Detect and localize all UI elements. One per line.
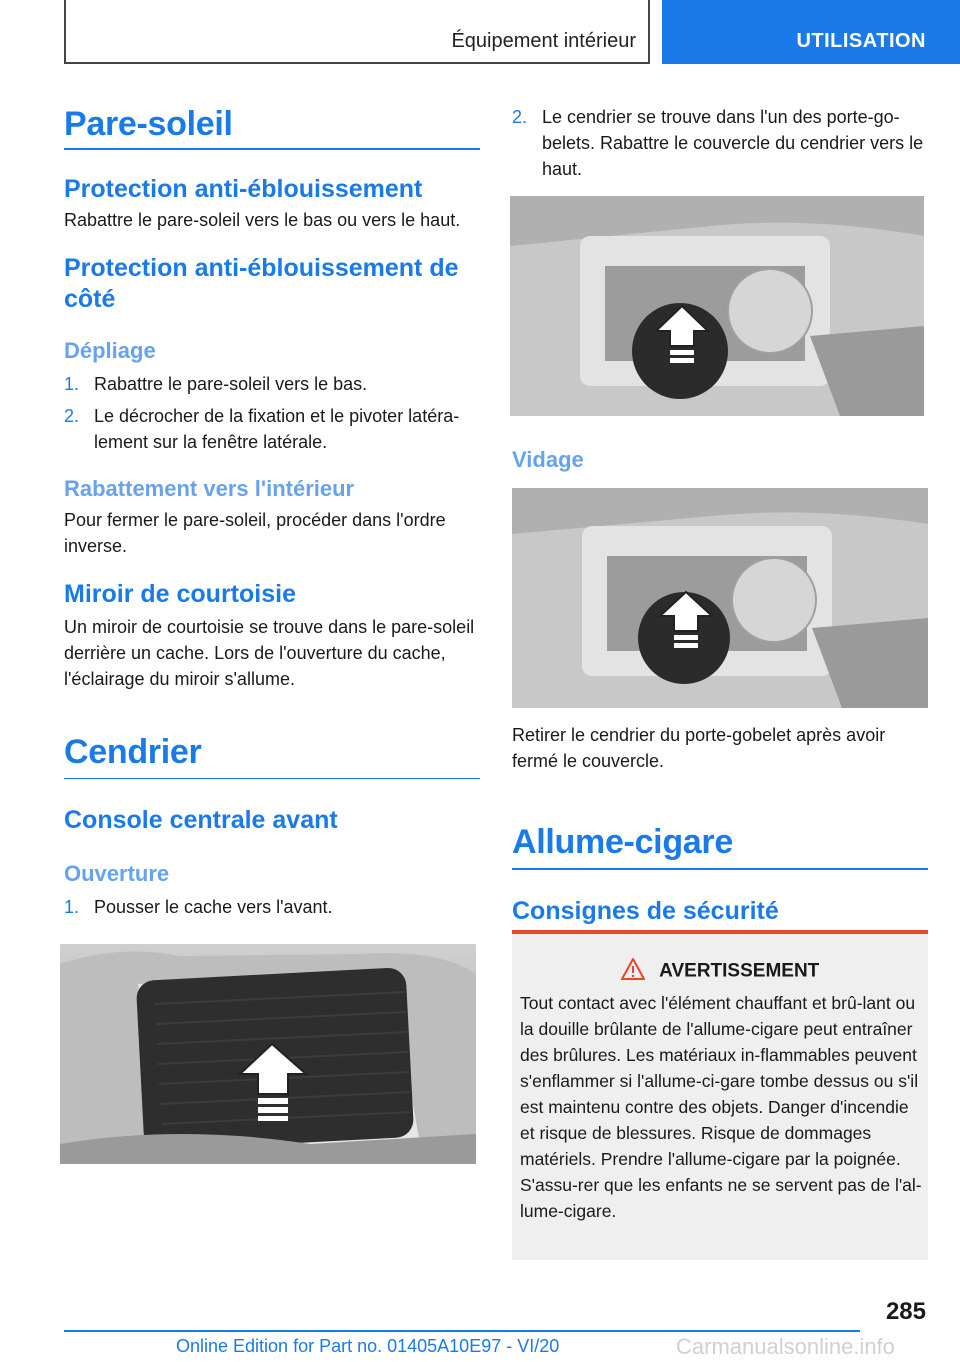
right-lower-column <box>512 722 928 927</box>
ouverture-list <box>64 894 480 920</box>
edition-text: Online Edition for Part no. 01405A10E97 - VI/20 <box>176 1336 560 1356</box>
ashtray-remove-image <box>512 488 928 708</box>
text-vidage: Retirer le cendrier du porte-gobelet après avoir fermé le couvercle. <box>512 725 886 771</box>
list-number: 2. <box>512 107 528 127</box>
heading-console: Console centrale avant <box>64 806 338 834</box>
heading-pare-soleil: Pare-soleil <box>64 105 233 143</box>
left-column <box>64 104 480 920</box>
ashtray-open-illustration <box>510 196 924 416</box>
list-number: 1. <box>64 897 80 917</box>
list-item <box>64 371 480 397</box>
heading-cendrier: Cendrier <box>64 732 202 771</box>
list-number: 2. <box>64 405 80 426</box>
header-chapter-title: UTILISATION <box>796 30 926 52</box>
list-text: Pousser le cache vers l'avant. <box>94 897 333 917</box>
list-text: Rabattre le pare-soleil vers le bas. <box>94 373 368 394</box>
list-text: Le cendrier se trouve dans l'un des porte-go-belets. Rabattre le couvercle du cendrier vers le haut. <box>542 107 924 179</box>
ashtray-open-image <box>510 196 924 416</box>
heading-depliage: Dépliage <box>64 337 156 363</box>
heading-protection: Protection anti-éblouissement <box>64 174 423 203</box>
footer-rule <box>64 1330 860 1332</box>
header-section-title: Équipement intérieur <box>451 30 636 52</box>
heading-vidage: Vidage <box>512 447 584 472</box>
warning-title: AVERTISSEMENT <box>659 960 820 982</box>
console-cover-illustration <box>60 944 476 1164</box>
list-item <box>64 894 480 920</box>
depliage-list <box>64 371 480 455</box>
text-miroir: Un miroir de courtoisie se trouve dans le pare-soleil derrière un cache. Lors de l'ouverture du cache, l'éclairage du miroir s'allume. <box>64 616 475 689</box>
heading-rule <box>64 148 480 150</box>
vidage-section <box>512 446 928 474</box>
page-number: 285 <box>885 1298 926 1325</box>
warning-triangle-icon <box>621 958 645 985</box>
heading-consignes: Consignes de sécurité <box>512 896 779 925</box>
warning-box <box>512 930 928 1260</box>
ashtray-remove-illustration <box>512 488 928 708</box>
list-item <box>64 403 480 455</box>
warning-text: Tout contact avec l'élément chauffant et brû-lant ou la douille brûlante de l'allume-cigare peut entraîner des brûlures. Les matériaux in-flammables peuvent s'enflammer si l'allume-ci-gare tombe dessus ou s'il est maintenu contre des objets. Danger d'incendie et risque de blessures. Risque de dommages matériels. Prendre l'allume-cigare par la poignée. S'assu-rer que les enfants ne se servent pas de l'al-lume-cigare. <box>520 993 922 1221</box>
header-section-box <box>64 0 650 64</box>
heading-allume-cigare: Allume-cigare <box>512 823 733 861</box>
heading-miroir: Miroir de courtoisie <box>64 579 296 608</box>
text-rabattement: Pour fermer le pare-soleil, procéder dans l'ordre inverse. <box>64 509 446 556</box>
right-column <box>512 104 928 182</box>
list-item <box>512 104 928 182</box>
text-protection: Rabattre le pare-soleil vers le bas ou vers le haut. <box>64 209 461 230</box>
warning-bar <box>512 930 928 934</box>
warning-title-row <box>522 958 918 985</box>
console-cover-image <box>60 944 476 1164</box>
watermark: Carmanualsonline.info <box>676 1334 895 1359</box>
header-chapter-tab <box>662 0 960 64</box>
heading-rabattement: Rabattement vers l'intérieur <box>64 475 355 501</box>
heading-ouverture: Ouverture <box>64 861 170 886</box>
heading-rule <box>64 778 480 780</box>
list-text: Le décrocher de la fixation et le pivoter latéra-lement sur la fenêtre latérale. <box>94 405 460 452</box>
list-number: 1. <box>64 373 80 394</box>
heading-protection-cote: Protection anti-éblouissement de côté <box>64 253 459 313</box>
heading-rule <box>512 868 928 870</box>
